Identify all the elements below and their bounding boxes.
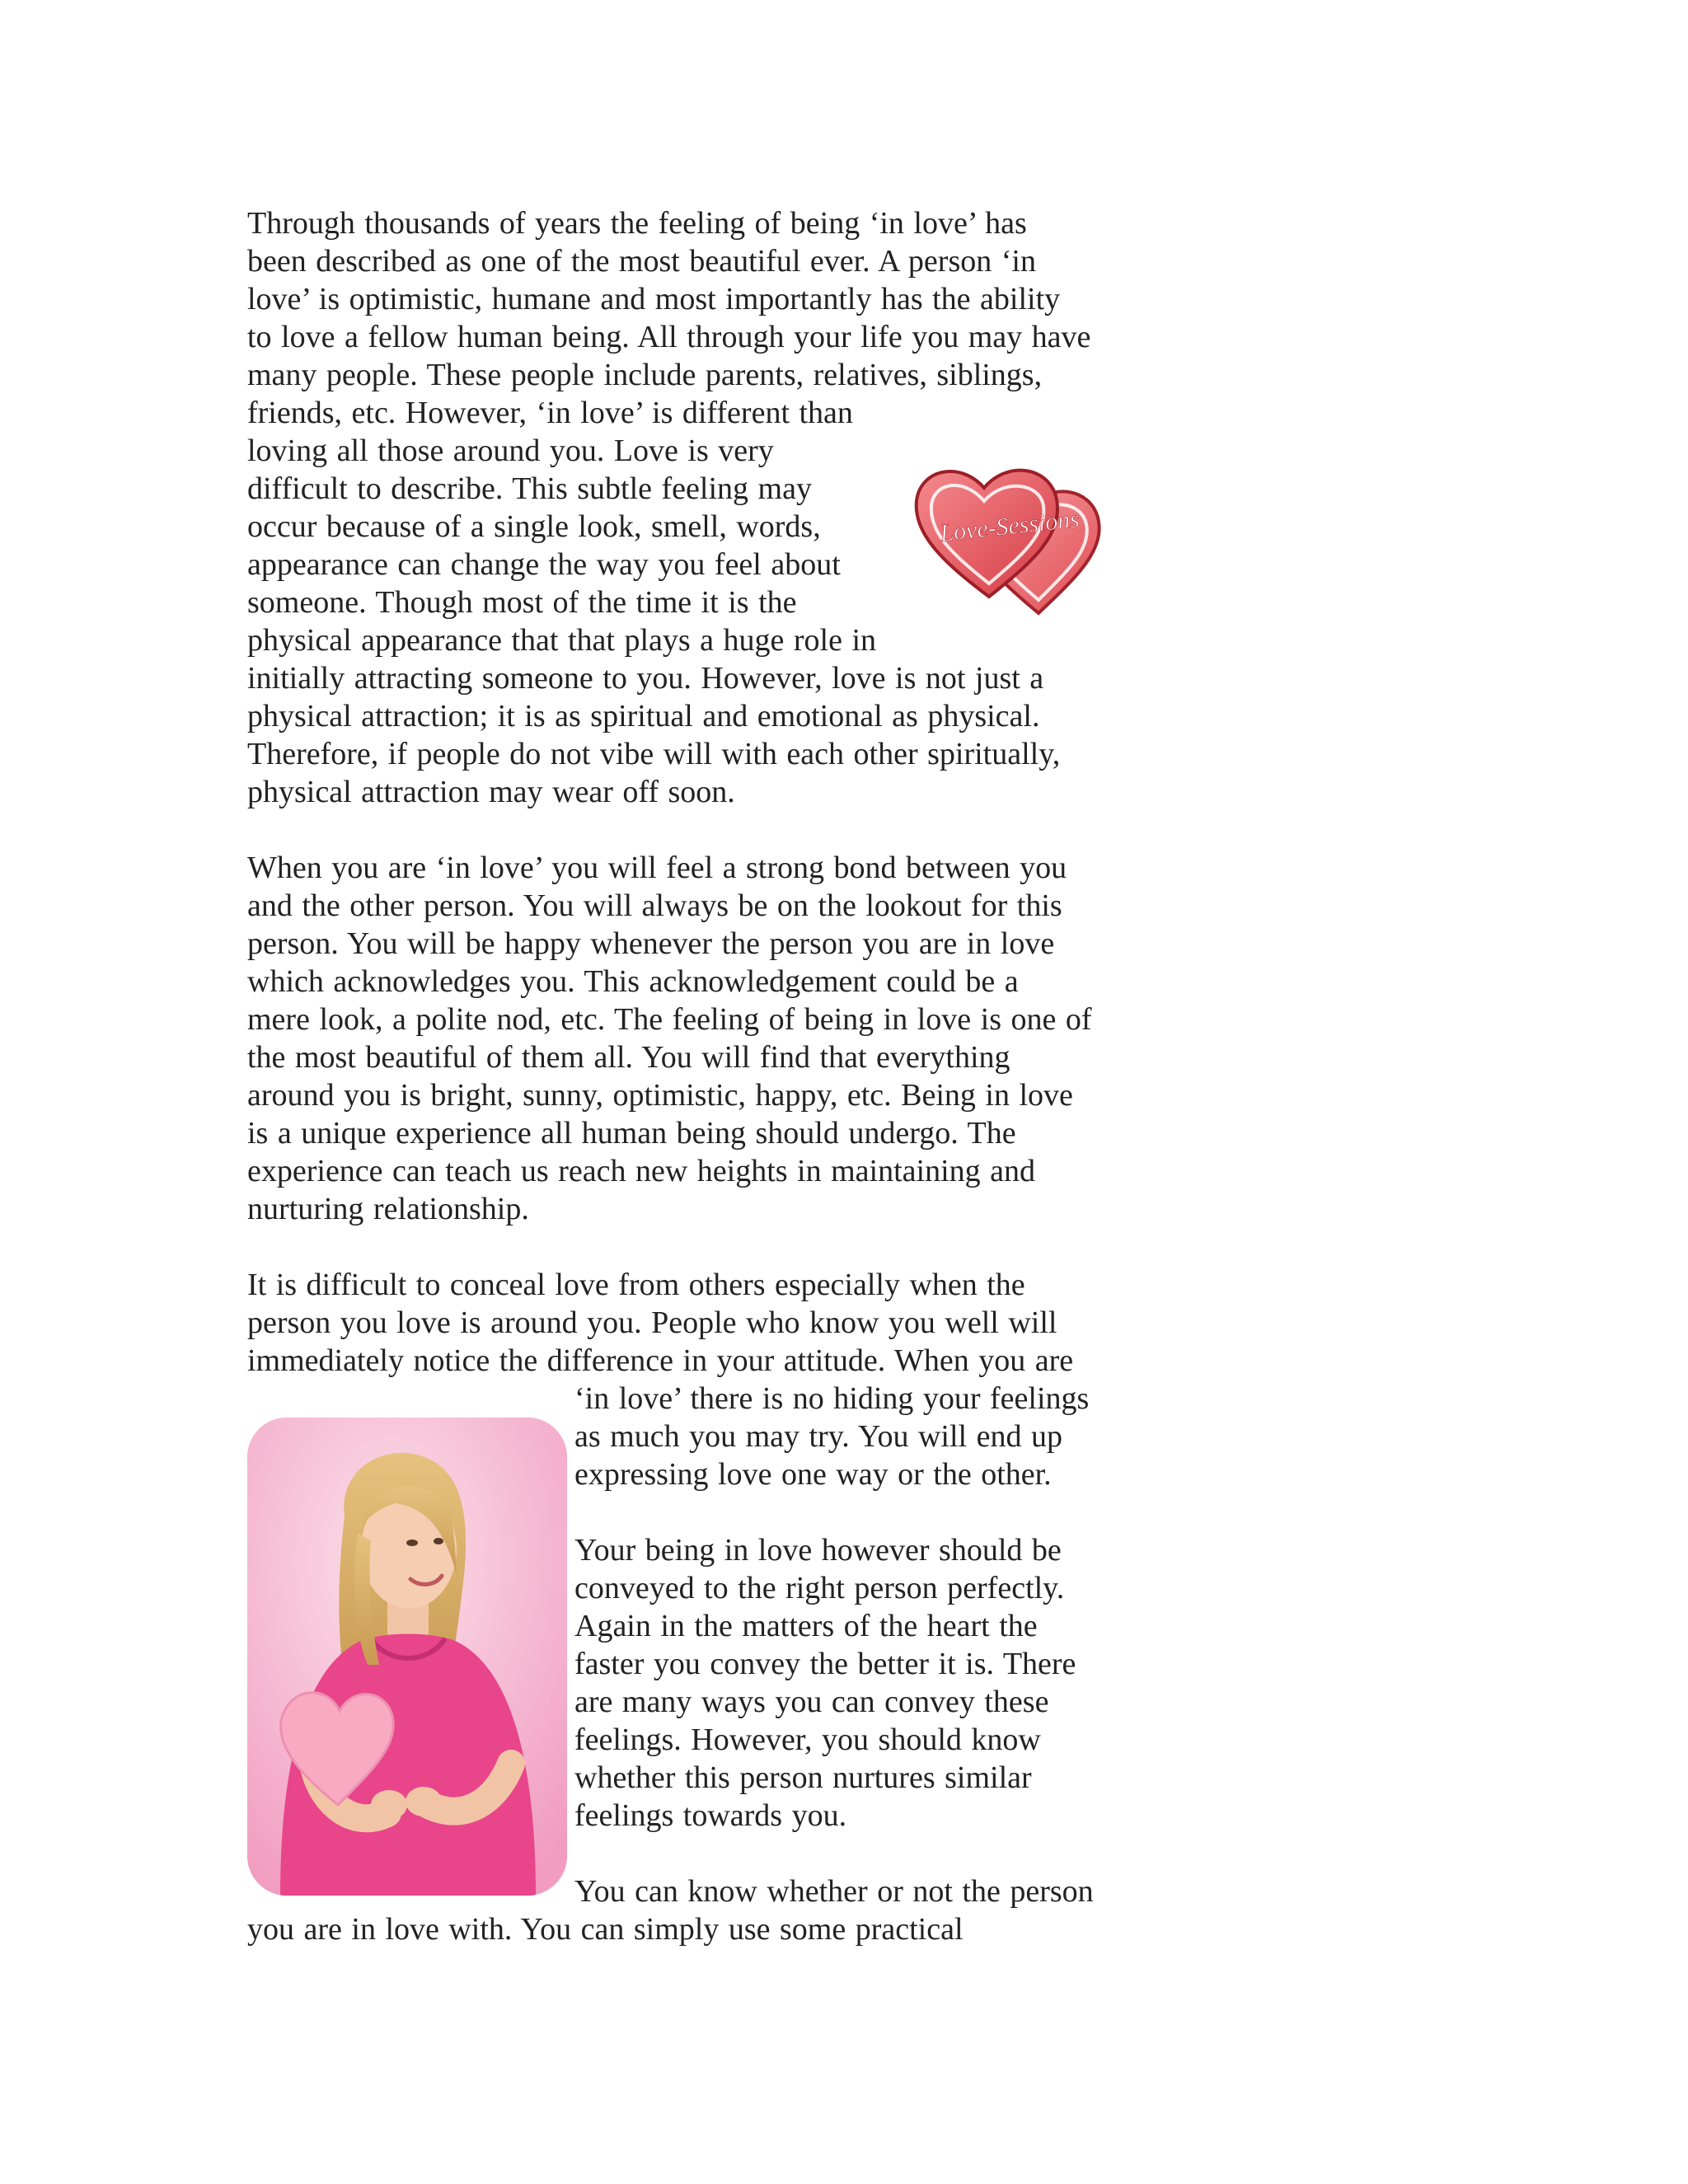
text-line: experience can teach us reach new heights in maintaining and: [247, 1154, 1035, 1188]
text-line: physical attraction may wear off soon.: [247, 775, 735, 809]
text-line: immediately notice the difference in your attitude. When you are: [247, 1343, 1074, 1378]
text-line: ‘in love’ there is no hiding your feelings: [574, 1381, 1090, 1416]
text-line: you are in love with. You can simply use some practical: [247, 1912, 964, 1947]
text-line: occur because of a single look, smell, words,: [247, 509, 821, 544]
text-line: whether this person nurtures similar: [574, 1760, 1032, 1795]
text-line: which acknowledges you. This acknowledgement could be a: [247, 964, 1019, 999]
text-line: to love a fellow human being. All through your life you may have: [247, 320, 1091, 354]
logo-text: Love-Sessions: [938, 505, 1081, 547]
love-sessions-hearts-logo: [898, 455, 1123, 620]
text-line: expressing love one way or the other.: [574, 1457, 1052, 1492]
text-line: are many ways you can convey these: [574, 1685, 1049, 1719]
text-line: initially attracting someone to you. However, love is not just a: [247, 661, 1044, 696]
text-line: Therefore, if people do not vibe will with each other spiritually,: [247, 737, 1061, 771]
text-line: friends, etc. However, ‘in love’ is different than: [247, 396, 853, 430]
text-line: It is difficult to conceal love from others especially when the: [247, 1268, 1025, 1302]
text-line: appearance can change the way you feel about: [247, 547, 841, 582]
text-line: many people. These people include parents, relatives, siblings,: [247, 358, 1043, 392]
text-line: around you is bright, sunny, optimistic, happy, etc. Being in love: [247, 1078, 1073, 1113]
text-line: as much you may try. You will end up: [574, 1419, 1062, 1454]
woman-illustration-icon: [247, 1418, 567, 1896]
text-line: loving all those around you. Love is very: [247, 434, 774, 468]
text-line: person. You will be happy whenever the person you are in love: [247, 926, 1055, 961]
text-line: difficult to describe. This subtle feeling may: [247, 471, 812, 506]
text-line: and the other person. You will always be on the lookout for this: [247, 888, 1062, 923]
text-line: physical appearance that that plays a huge role in: [247, 623, 877, 658]
text-line: Your being in love however should be: [574, 1533, 1062, 1568]
text-line: been described as one of the most beautiful ever. A person ‘in: [247, 244, 1036, 279]
hearts-icon: [898, 455, 1123, 620]
text-line: faster you convey the better it is. There: [574, 1647, 1076, 1681]
text-line: You can know whether or not the person: [574, 1874, 1094, 1909]
text-line: Through thousands of years the feeling of being ‘in love’ has: [247, 206, 1027, 241]
text-line: Again in the matters of the heart the: [574, 1609, 1038, 1643]
text-line: nurturing relationship.: [247, 1192, 529, 1226]
text-line: When you are ‘in love’ you will feel a strong bond between you: [247, 851, 1067, 885]
woman-holding-heart-photo: [247, 1418, 567, 1896]
text-line: feelings towards you.: [574, 1798, 847, 1833]
text-line: person you love is around you. People who know you well will: [247, 1305, 1057, 1340]
text-line: conveyed to the right person perfectly.: [574, 1571, 1065, 1605]
text-line: someone. Though most of the time it is the: [247, 585, 797, 620]
text-line: love’ is optimistic, humane and most importantly has the ability: [247, 282, 1061, 316]
text-line: the most beautiful of them all. You will find that everything: [247, 1040, 1010, 1075]
text-line: is a unique experience all human being should undergo. The: [247, 1116, 1016, 1151]
text-line: mere look, a polite nod, etc. The feeling of being in love is one of: [247, 1002, 1092, 1037]
text-line: physical attraction; it is as spiritual and emotional as physical.: [247, 699, 1040, 733]
text-line: feelings. However, you should know: [574, 1722, 1041, 1757]
